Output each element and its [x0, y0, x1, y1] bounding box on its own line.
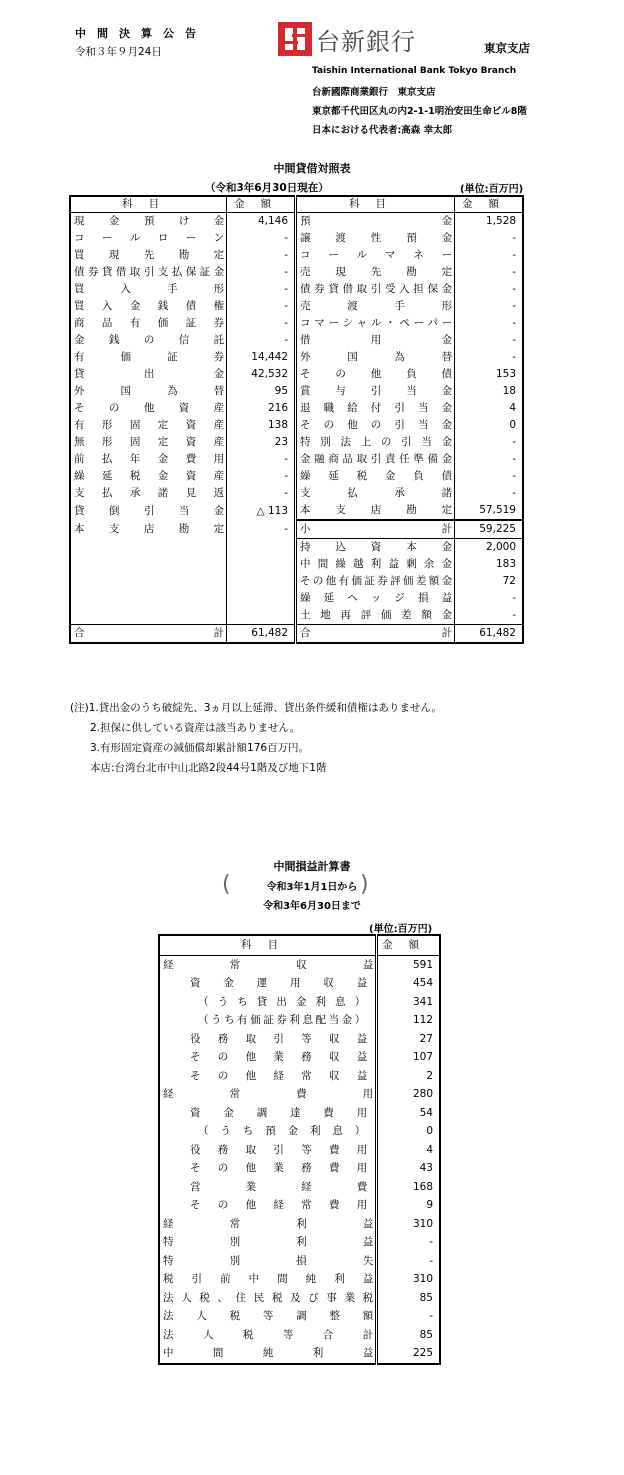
table-row: [159, 955, 440, 974]
pl-item-value: 107: [377, 1048, 440, 1067]
pl-item-label: 中間純利益: [163, 1347, 374, 1359]
table-row: [70, 281, 523, 298]
pl-item-label: （うち預金利息）: [198, 1125, 366, 1137]
table-row: [159, 1289, 440, 1308]
total-assets-label: 合計: [70, 625, 227, 644]
liability-label: 支払承諾: [296, 485, 455, 502]
table-row: [159, 993, 440, 1012]
right-bracket: ): [360, 872, 369, 897]
table-row: [70, 485, 523, 502]
liability-label: 借用金: [296, 332, 455, 349]
asset-label: 買入金銭債権: [74, 300, 225, 312]
pl-item-value: 591: [377, 955, 440, 974]
pl-item-value: -: [377, 1307, 440, 1326]
asset-label: 本支店勘定: [74, 522, 225, 535]
pl-item-value: -: [377, 1252, 440, 1271]
table-row: [159, 1326, 440, 1345]
pl-item-value: 168: [377, 1178, 440, 1197]
empty-cell: [70, 539, 227, 557]
liability-value: -: [455, 281, 523, 298]
col-header-amount: 金額: [227, 196, 296, 213]
liability-label: 退職給付引当金: [296, 400, 455, 417]
balance-sheet-unit: (単位:百万円): [460, 184, 524, 195]
pl-item-label: （うち貸出金利息）: [198, 995, 366, 1008]
pl-item-label: 役務取引等費用: [190, 1143, 368, 1156]
asset-label: コールローン: [74, 232, 225, 244]
pl-item-label: 経常利益: [163, 1217, 374, 1230]
asset-value: 95: [227, 383, 296, 400]
table-row: [70, 230, 523, 247]
table-row: [159, 1252, 440, 1271]
pl-item-label: その他業務費用: [190, 1162, 368, 1174]
table-row: [70, 590, 523, 607]
empty-cell: [70, 556, 227, 573]
note-line: (注)1.貸出金のうち破綻先、3ヵ月以上延滞、貸出条件緩和債権はありません。: [70, 702, 443, 714]
liability-label: その他の引当金: [296, 417, 455, 434]
empty-cell: [70, 573, 227, 590]
table-row: [70, 315, 523, 332]
table-row: [159, 1159, 440, 1178]
address-line: 東京都千代田区丸の内2-1-1明治安田生命ビル8階: [312, 106, 527, 117]
equity-value: 2,000: [455, 539, 523, 557]
table-row: [70, 298, 523, 315]
asset-value: 4,146: [227, 213, 296, 231]
pl-item-value: 310: [377, 1270, 440, 1289]
pl-item-value: -: [377, 1233, 440, 1252]
table-row: [70, 400, 523, 417]
branch-name: 東京支店: [484, 41, 530, 55]
equity-label: 持込資本金: [296, 539, 455, 557]
table-row: [70, 607, 523, 625]
period-to: 令和3年6月30日まで: [263, 901, 361, 912]
pl-item-value: 54: [377, 1104, 440, 1123]
table-row: [159, 1104, 440, 1123]
table-row: [70, 247, 523, 264]
asset-value: -: [227, 451, 296, 468]
table-row: [70, 502, 523, 520]
asset-value: 138: [227, 417, 296, 434]
col-header-item: 科目: [70, 196, 227, 213]
asset-label: 金銭の信託: [74, 334, 225, 346]
table-row: [159, 1085, 440, 1104]
col-header-amount: 金額: [455, 196, 523, 213]
asset-label: 無形固定資産: [74, 436, 225, 448]
pl-item-label: 資金調達費用: [190, 1106, 368, 1119]
pl-item-value: 2: [377, 1067, 440, 1086]
equity-label: その他有価証券評価差額金: [296, 573, 455, 590]
empty-cell: [227, 590, 296, 607]
pl-item-label: 特別利益: [163, 1236, 374, 1248]
liability-label: 預金: [296, 213, 455, 231]
pl-item-value: 9: [377, 1196, 440, 1215]
pl-item-label: 法人税等合計: [163, 1328, 374, 1341]
asset-label: 債券貸借取引支払保証金: [74, 266, 225, 278]
pl-item-label: その他経常費用: [190, 1199, 368, 1211]
liability-value: -: [455, 298, 523, 315]
pl-item-label: その他業務収益: [190, 1051, 368, 1063]
liability-value: -: [455, 485, 523, 502]
table-row: [159, 1233, 440, 1252]
table-row: [70, 383, 523, 400]
total-assets-value: 61,482: [227, 625, 296, 644]
pl-item-value: 225: [377, 1344, 440, 1364]
pl-item-label: 税引前中間純利益: [163, 1273, 374, 1285]
asset-label: 繰延税金資産: [74, 470, 225, 482]
liability-label: 債券貸借取引受入担保金: [296, 281, 455, 298]
empty-cell: [227, 556, 296, 573]
table-row: [70, 520, 523, 539]
pl-item-value: 310: [377, 1215, 440, 1234]
total-row: [70, 625, 523, 644]
table-row: [159, 1307, 440, 1326]
empty-cell: [70, 607, 227, 625]
pl-header-row: [159, 935, 440, 955]
pl-item-label: その他経常収益: [190, 1069, 368, 1082]
income-statement-unit: (単位:百万円): [369, 924, 433, 935]
pl-item-label: 法人税、住民税及び事業税: [163, 1291, 374, 1304]
liability-value: -: [455, 434, 523, 451]
asset-value: 216: [227, 400, 296, 417]
table-row: [159, 1178, 440, 1197]
subtotal-value: 59,225: [455, 520, 523, 539]
table-row: [70, 451, 523, 468]
liability-label: 金融商品取引責任準備金: [296, 451, 455, 468]
liability-value: 57,519: [455, 502, 523, 520]
asset-value: 23: [227, 434, 296, 451]
liability-value: -: [455, 315, 523, 332]
liability-value: -: [455, 264, 523, 281]
left-bracket: (: [222, 872, 231, 897]
liability-value: -: [455, 451, 523, 468]
pl-item-label: 営業経費: [190, 1180, 368, 1193]
col-header-amount: 金額: [377, 935, 440, 955]
liability-label: その他負債: [296, 366, 455, 383]
asset-label: 商品有価証券: [74, 317, 225, 329]
table-row: [70, 264, 523, 281]
asset-label: 買現先勘定: [74, 249, 225, 261]
head-office-address: 本店:台湾台北市中山北路2段44号1階及び地下1階: [90, 762, 327, 774]
table-row: [159, 1048, 440, 1067]
balance-sheet-title: 中間貸借対照表: [273, 162, 351, 175]
pl-item-label: 特別損失: [163, 1254, 374, 1267]
table-row: [70, 417, 523, 434]
pl-item-value: 341: [377, 993, 440, 1012]
liability-value: 153: [455, 366, 523, 383]
empty-cell: [227, 607, 296, 625]
announcement-date: 令和３年９月24日: [75, 46, 162, 58]
table-row: [70, 434, 523, 451]
asset-label: 現金預け金: [74, 215, 225, 227]
asset-value: 42,532: [227, 366, 296, 383]
table-row: [70, 468, 523, 485]
balance-sheet-date: （令和3年6月30日現在）: [205, 182, 329, 194]
pl-item-value: 280: [377, 1085, 440, 1104]
asset-value: -: [227, 315, 296, 332]
total-liabilities-label: 合計: [296, 625, 455, 644]
equity-value: 72: [455, 573, 523, 590]
empty-cell: [227, 573, 296, 590]
pl-item-value: 43: [377, 1159, 440, 1178]
table-row: [159, 1215, 440, 1234]
liability-value: -: [455, 230, 523, 247]
asset-value: -: [227, 247, 296, 264]
income-statement-title: 中間損益計算書: [273, 860, 351, 873]
table-row: [70, 332, 523, 349]
equity-label: 中間繰越利益剰余金: [296, 556, 455, 573]
asset-label: 有形固定資産: [74, 419, 225, 431]
asset-label: 有価証券: [74, 351, 225, 363]
table-row: [159, 974, 440, 993]
asset-value: △ 113: [227, 502, 296, 520]
table-row: [159, 1270, 440, 1289]
table-row: [159, 1030, 440, 1049]
pl-item-value: 0: [377, 1122, 440, 1141]
equity-value: 183: [455, 556, 523, 573]
table-row: [159, 1122, 440, 1141]
col-header-item: 科目: [159, 935, 377, 955]
liability-label: 譲渡性預金: [296, 230, 455, 247]
empty-cell: [227, 539, 296, 557]
asset-value: -: [227, 230, 296, 247]
liability-label: 特別法上の引当金: [296, 434, 455, 451]
balance-sheet-table: [69, 195, 524, 644]
pl-item-value: 85: [377, 1289, 440, 1308]
pl-item-label: 役務取引等収益: [190, 1032, 368, 1045]
asset-label: その他資産: [74, 402, 225, 414]
asset-label: 外国為替: [74, 385, 225, 397]
table-row: [70, 539, 523, 557]
asset-label: 前払年金費用: [74, 453, 225, 465]
asset-value: -: [227, 281, 296, 298]
period-from: 令和3年1月1日から: [266, 882, 358, 893]
equity-label: 繰延ヘッジ損益: [296, 590, 455, 607]
liability-label: 本支店勘定: [296, 502, 455, 520]
table-row: [159, 1011, 440, 1030]
pl-item-value: 27: [377, 1030, 440, 1049]
liability-label: 売渡手形: [296, 298, 455, 315]
income-statement-table: [158, 934, 441, 1365]
asset-label: 買入手形: [74, 283, 225, 295]
liability-label: 売現先勘定: [296, 264, 455, 281]
asset-value: 14,442: [227, 349, 296, 366]
liability-value: -: [455, 332, 523, 349]
table-row: [70, 573, 523, 590]
pl-item-label: 法人税等調整額: [163, 1310, 374, 1322]
bs-header-row: [70, 196, 523, 213]
address-line: 台新國際商業銀行 東京支店: [312, 87, 436, 98]
pl-item-label: 資金運用収益: [190, 977, 368, 989]
pl-item-value: 454: [377, 974, 440, 993]
english-bank-name: Taishin International Bank Tokyo Branch: [312, 66, 517, 76]
asset-label: 貸倒引当金: [74, 504, 225, 517]
pl-item-value: 85: [377, 1326, 440, 1345]
note-line: 2.担保に供している資産は該当ありません。: [90, 722, 301, 734]
liability-label: 賞与引当金: [296, 383, 455, 400]
asset-value: -: [227, 298, 296, 315]
asset-label: 支払承諾見返: [74, 487, 225, 499]
liability-value: -: [455, 247, 523, 264]
liability-value: -: [455, 349, 523, 366]
total-liabilities-value: 61,482: [455, 625, 523, 644]
pl-item-value: 4: [377, 1141, 440, 1160]
liability-value: 0: [455, 417, 523, 434]
liability-value: -: [455, 468, 523, 485]
col-header-item: 科目: [296, 196, 455, 213]
table-row: [70, 213, 523, 231]
bank-name-logo-text: 台新銀行: [316, 28, 416, 56]
taishin-logo-icon: [278, 22, 312, 56]
liability-label: 繰延税金負債: [296, 468, 455, 485]
representative-line: 日本における代表者:高森 幸太郎: [312, 125, 453, 136]
pl-item-value: 112: [377, 1011, 440, 1030]
equity-label: 土地再評価差額金: [296, 607, 455, 625]
table-row: [70, 556, 523, 573]
table-row: [159, 1141, 440, 1160]
announcement-heading: 中間決算公告: [75, 27, 207, 40]
asset-value: -: [227, 520, 296, 539]
pl-item-label: 経常収益: [163, 958, 374, 971]
pl-item-label: 経常費用: [163, 1088, 374, 1100]
equity-value: -: [455, 607, 523, 625]
asset-value: -: [227, 485, 296, 502]
table-row: [159, 1344, 440, 1364]
table-row: [70, 366, 523, 383]
asset-value: -: [227, 468, 296, 485]
table-row: [159, 1196, 440, 1215]
subtotal-label: 小計: [296, 520, 455, 539]
liability-label: コールマネー: [296, 247, 455, 264]
asset-label: 貸出金: [74, 368, 225, 380]
table-row: [159, 1067, 440, 1086]
liability-label: 外国為替: [296, 349, 455, 366]
asset-value: -: [227, 264, 296, 281]
table-row: [70, 349, 523, 366]
note-line: 3.有形固定資産の減価償却累計額176百万円。: [90, 742, 310, 754]
pl-item-label: （うち有価証券利息配当金）: [198, 1014, 366, 1026]
equity-value: -: [455, 590, 523, 607]
liability-label: コマーシャル・ペーパー: [296, 315, 455, 332]
liability-value: 1,528: [455, 213, 523, 231]
asset-value: -: [227, 332, 296, 349]
liability-value: 4: [455, 400, 523, 417]
liability-value: 18: [455, 383, 523, 400]
empty-cell: [70, 590, 227, 607]
